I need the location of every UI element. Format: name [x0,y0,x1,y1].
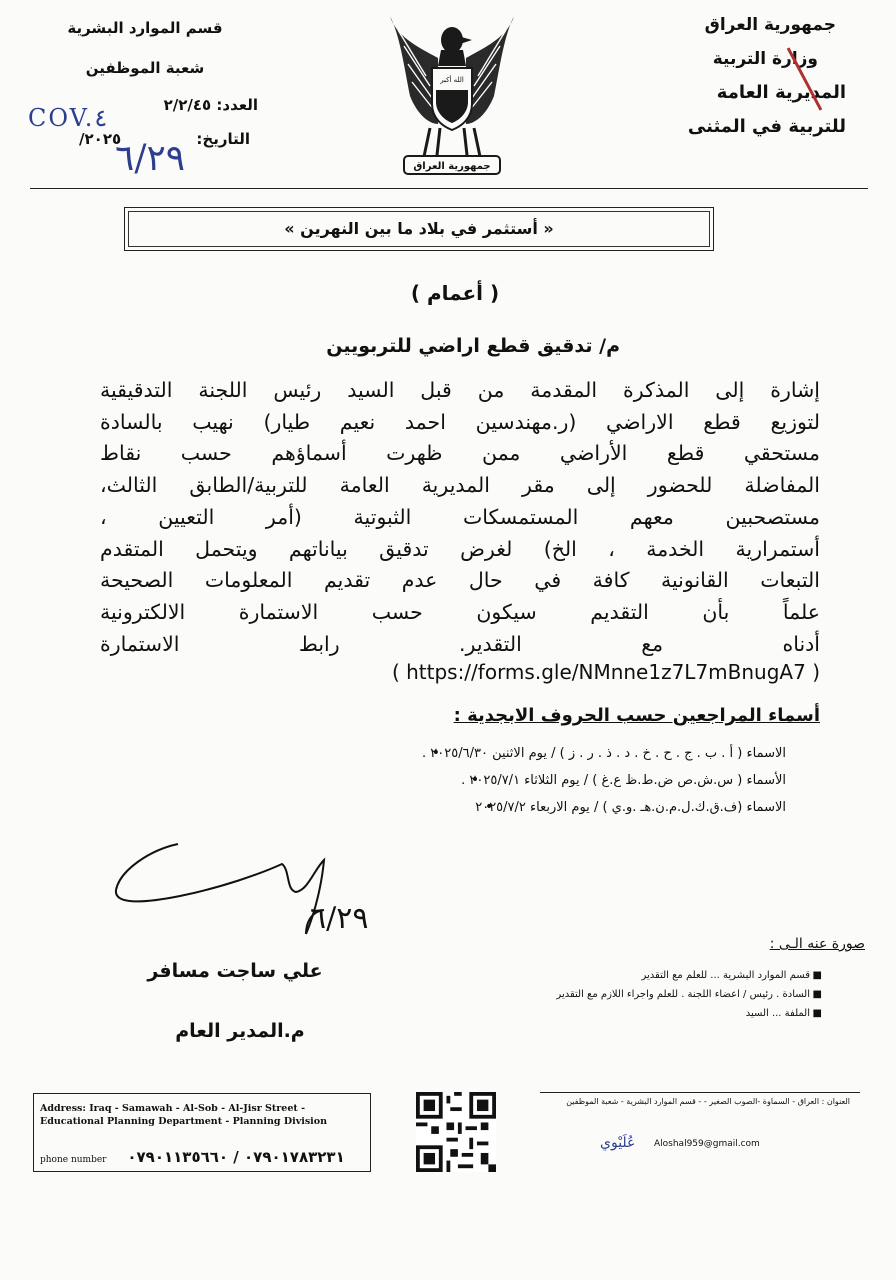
letter-body [100,375,820,660]
header-divider [30,188,868,189]
signature-date: ٦/٢٩ [310,901,369,936]
date-label: التاريخ: [196,130,250,148]
form-link[interactable]: ( https://forms.gle/NMnne1z7L7mBnugA7 ) [391,660,820,684]
phone-numbers: ٠٧٩٠١٧٨٣٢٣١ / ٠٧٩٠١١٣٥٦٦٠ [127,1148,345,1166]
emblem-banner: جمهورية العراق [413,161,491,172]
footer-address-ar: العنوان : العراق - السماوة -الصوب الصغير - - قسم الموارد البشرية - شعبة الموظفين [566,1097,850,1106]
body-line: مستصحبين معهم المستمسكات الثبوتية (أمر التعيين ، [100,504,820,529]
reference-number: العدد: ٢/٢/٤٥ [163,96,258,114]
qr-code-icon [414,1092,498,1172]
ministry-line: وزارة التربية [712,49,818,69]
directorate-line: المديرية العامة [716,82,846,103]
footer-address-en: Address: Iraq - Samawah - Al-Sob - Al-Jisr Street - Educational Planning Department - Planning Division [40,1103,328,1127]
reviewers-title: أسماء المراجعين حسب الحروف الابجدية : [453,705,820,726]
cc-title: صورة عنه الـى : [769,936,865,952]
footer-address-box [33,1093,371,1172]
circular-title: ( أعمام ) [410,281,500,305]
department-header [25,8,265,88]
signatory-title: م.المدير العام [175,1020,305,1042]
list-item: الأسماء ( س.ش.ص ض.ط.ظ ع.غ ) / يوم الثلاثاء ٢٠٢٥/٧/١ . • [300,767,790,794]
body-line: لتوزيع قطع الاراضي (ر.مهندسين احمد نعيم طيار) نهيب بالسادة [100,409,820,434]
handwritten-number: COV.٤ [28,104,108,132]
body-line: المفاضلة للحضور إلى مقر المديرية العامة للتربية/الطابق الثالث، [100,473,820,498]
iraq-eagle-emblem [386,6,518,182]
handwritten-signature [110,830,380,940]
body-line: علماً بأن التقديم سيكون حسب الاستمارة الالكترونية [100,599,820,624]
slogan-text: « أستثمر في بلاد ما بين النهرين » [128,211,710,247]
footer-email[interactable]: Aloshal959@gmail.com [654,1139,760,1149]
department-line: قسم الموارد البشرية [67,19,223,37]
list-item: الاسماء ( أ . ب . ج . ح . خ . د . ذ . ر . ز ) / يوم الاثنين ٢٠٢٥/٦/٣٠ . • [300,740,790,767]
footer-phone [40,1148,365,1166]
list-item: ■ السادة . رئيس / اعضاء اللجنة . للعلم واجراء اللازم مع التقدير [556,989,822,1000]
signatory-name: علي ساجت مسافر [147,960,323,982]
footer-contact [540,1092,860,1171]
cc-list [500,966,822,1023]
body-line: التبعات القانونية كافة في حال عدم تقديم المعلومات الصحيحة [100,568,820,593]
date-value: ٢٠٢٥/ [79,130,122,148]
province-line: للتربية في المثنى [687,116,846,137]
list-item: الاسماء (ف.ق.ك.ل.م.ن.هـ .و.ي ) / يوم الاربعاء ٢٠٢٥/٧/٢ • [300,794,790,821]
reviewers-list [300,740,790,821]
footer-stamp: عُلَيْوي [600,1135,636,1151]
body-line: مستحقي قطع الأراضي ممن ظهرت أسماؤهم حسب نقاط [100,441,820,466]
list-item: ■ الملفة ... السيد [745,1008,822,1019]
list-item: ■ قسم الموارد البشرية ... للعلم مع التقدير [641,970,822,981]
handwritten-date: ٦/٢٩ [115,138,186,179]
body-line: أستمرارية الخدمة ، الخ) لغرض تدقيق بياناتهم ويتحمل المتقدم [100,536,820,561]
body-line: أدناه مع التقدير. رابط الاستمارة [100,631,820,656]
phone-label: phone number [40,1155,107,1165]
slogan-box [124,207,714,251]
body-line: إشارة إلى المذكرة المقدمة من قبل السيد رئيس اللجنة التدقيقية [100,378,820,402]
subject-line: م/ تدقيق قطع اراضي للتربويين [326,335,620,357]
division-line: شعبة الموظفين [85,59,205,77]
emblem-motto: الله أكبر [440,76,464,84]
country-line: جمهورية العراق [704,15,836,35]
